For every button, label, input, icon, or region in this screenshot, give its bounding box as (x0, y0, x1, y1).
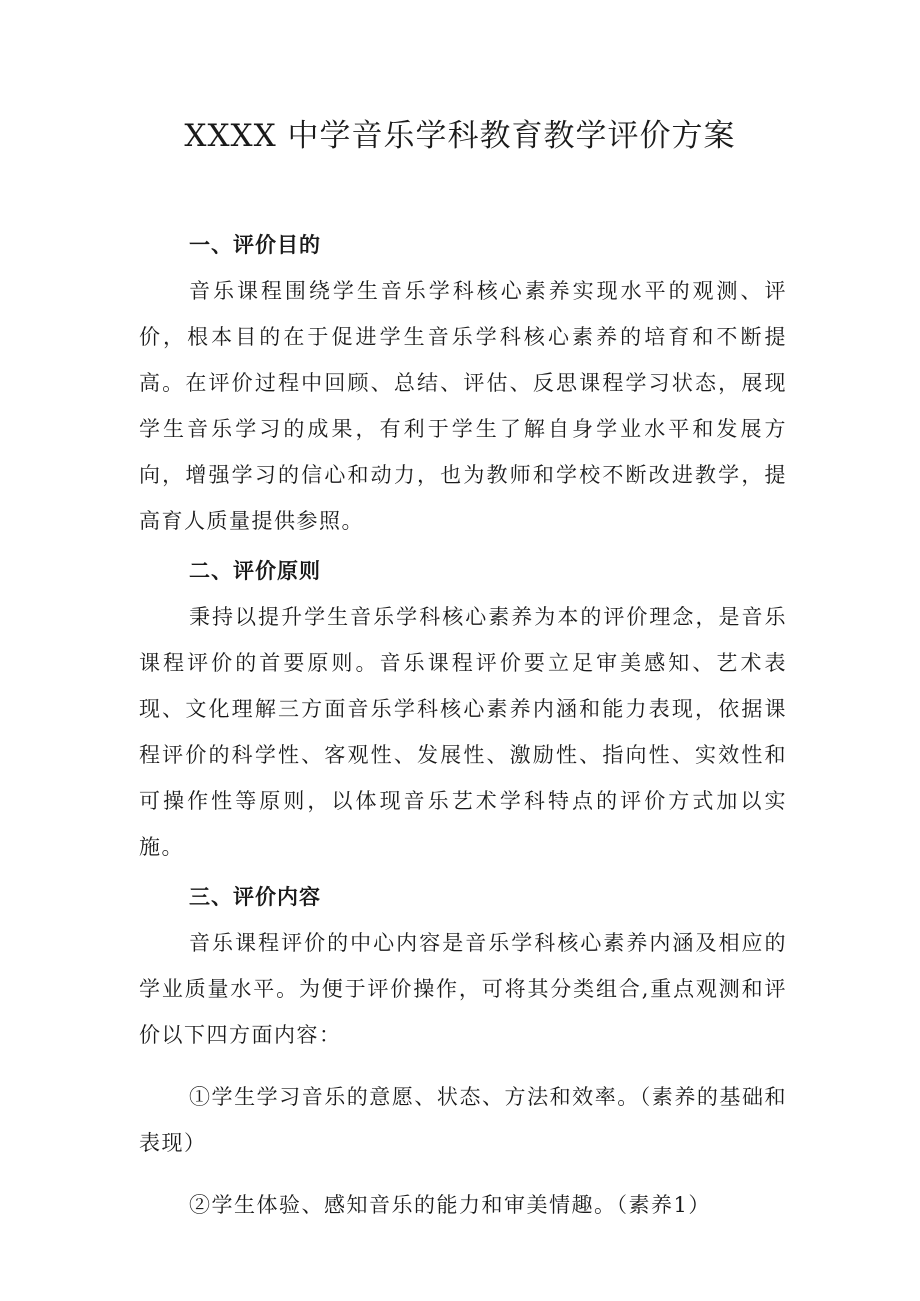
document-body (139, 222, 787, 1228)
section-content (139, 874, 787, 1228)
paragraph: 秉持以提升学生音乐学科核心素养为本的评价理念，是音乐课程评价的首要原则。音乐课程评价要立足审美感知、艺术表现、文化理解三方面音乐学科核心素养内涵和能力表现，依据课程评价的科学性、客观性、发展性、激励性、指向性、实效性和可操作性等原则，以体现音乐艺术学科特点的评价方式加以实施。 (139, 605, 787, 859)
section-heading: 二、评价原则 (189, 559, 321, 583)
document-title: XXXX 中学音乐学科教育教学评价方案 (184, 118, 736, 154)
section-purpose (139, 222, 787, 544)
section-heading: 三、评价内容 (189, 885, 321, 909)
section-heading: 一、评价目的 (189, 233, 321, 257)
paragraph: 音乐课程围绕学生音乐学科核心素养实现水平的观测、评价，根本目的在于促进学生音乐学科核心素养的培育和不断提高。在评价过程中回顾、总结、评估、反思课程学习状态，展现学生音乐学习的成果，有利于学生了解自身学业水平和发展方向，增强学习的信心和动力，也为教师和学校不断改进教学，提高育人质量提供参照。 (139, 279, 787, 533)
paragraph: 音乐课程评价的中心内容是音乐学科核心素养内涵及相应的学业质量水平。为便于评价操作，可将其分类组合,重点观测和评价以下四方面内容： (139, 931, 787, 1047)
list-item: ②学生体验、感知音乐的能力和审美情趣。（素养1） (189, 1193, 711, 1217)
list-item: ①学生学习音乐的意愿、状态、方法和效率。（素养的基础和表现） (139, 1085, 787, 1155)
section-principles (139, 548, 787, 870)
